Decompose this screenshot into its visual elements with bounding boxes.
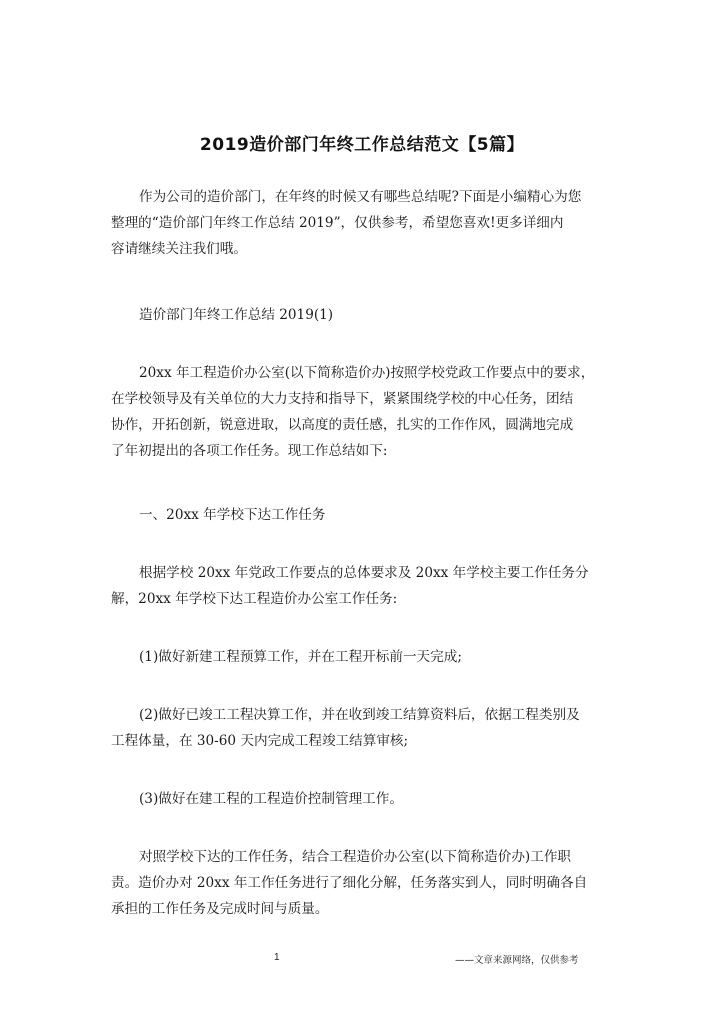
- list-item-2: [111, 702, 631, 754]
- footer-note: ——文章来源网络，仅供参考: [455, 955, 579, 966]
- paragraph-3-line-3: 承担的工作任务及完成时间与质量。: [111, 901, 329, 917]
- page-title: 2019造价部门年终工作总结范文【5篇】: [199, 135, 525, 155]
- list-item-2-line-2: 工程体量，在 30-60 天内完成工程竣工结算审核;: [111, 733, 409, 749]
- paragraph-1-line-3: 协作，开拓创新，锐意进取，以高度的责任感，扎实的工作作风，圆满地完成: [111, 417, 574, 433]
- sub-heading-1-text: 一、20xx 年学校下达工作任务: [139, 507, 326, 523]
- sub-heading-1: [111, 502, 631, 528]
- intro-paragraph: [111, 184, 631, 262]
- paragraph-3-line-1: 对照学校下达的工作任务，结合工程造价办公室(以下简称造价办)工作职: [139, 849, 572, 865]
- paragraph-3: [111, 844, 631, 922]
- list-item-2-line-1: (2)做好已竣工工程决算工作，并在收到竣工结算资料后，依据工程类别及: [139, 707, 580, 723]
- list-item-3: [111, 786, 631, 812]
- list-item-1-text: (1)做好新建工程预算工作，并在工程开标前一天完成;: [139, 649, 462, 665]
- paragraph-1: [111, 360, 631, 464]
- section-heading: [111, 302, 631, 328]
- page-number: 1: [274, 952, 280, 963]
- intro-line-1: 作为公司的造价部门，在年终的时候又有哪些总结呢?下面是小编精心为您: [139, 189, 582, 205]
- paragraph-1-line-1: 20xx 年工程造价办公室(以下简称造价办)按照学校党政工作要点中的要求，: [139, 365, 595, 381]
- paragraph-2: [111, 560, 631, 612]
- paragraph-3-line-2: 责。造价办对 20xx 年工作任务进行了细化分解，任务落实到人，同时明确各自: [111, 875, 588, 891]
- paragraph-2-line-1: 根据学校 20xx 年党政工作要点的总体要求及 20xx 年学校主要工作任务分: [139, 565, 589, 581]
- paragraph-1-line-4: 了年初提出的各项工作任务。现工作总结如下:: [111, 443, 388, 459]
- intro-line-2: 整理的“造价部门年终工作总结 2019”，仅供参考，希望您喜欢!更多详细内: [111, 215, 564, 231]
- list-item-1: [111, 644, 631, 670]
- paragraph-1-line-2: 在学校领导及有关单位的大力支持和指导下，紧紧围绕学校的中心任务，团结: [111, 391, 574, 407]
- intro-line-3: 容请继续关注我们哦。: [111, 241, 247, 257]
- list-item-3-text: (3)做好在建工程的工程造价控制管理工作。: [139, 791, 403, 807]
- paragraph-2-line-2: 解，20xx 年学校下达工程造价办公室工作任务:: [111, 591, 398, 607]
- section-heading-text: 造价部门年终工作总结 2019(1): [139, 307, 334, 323]
